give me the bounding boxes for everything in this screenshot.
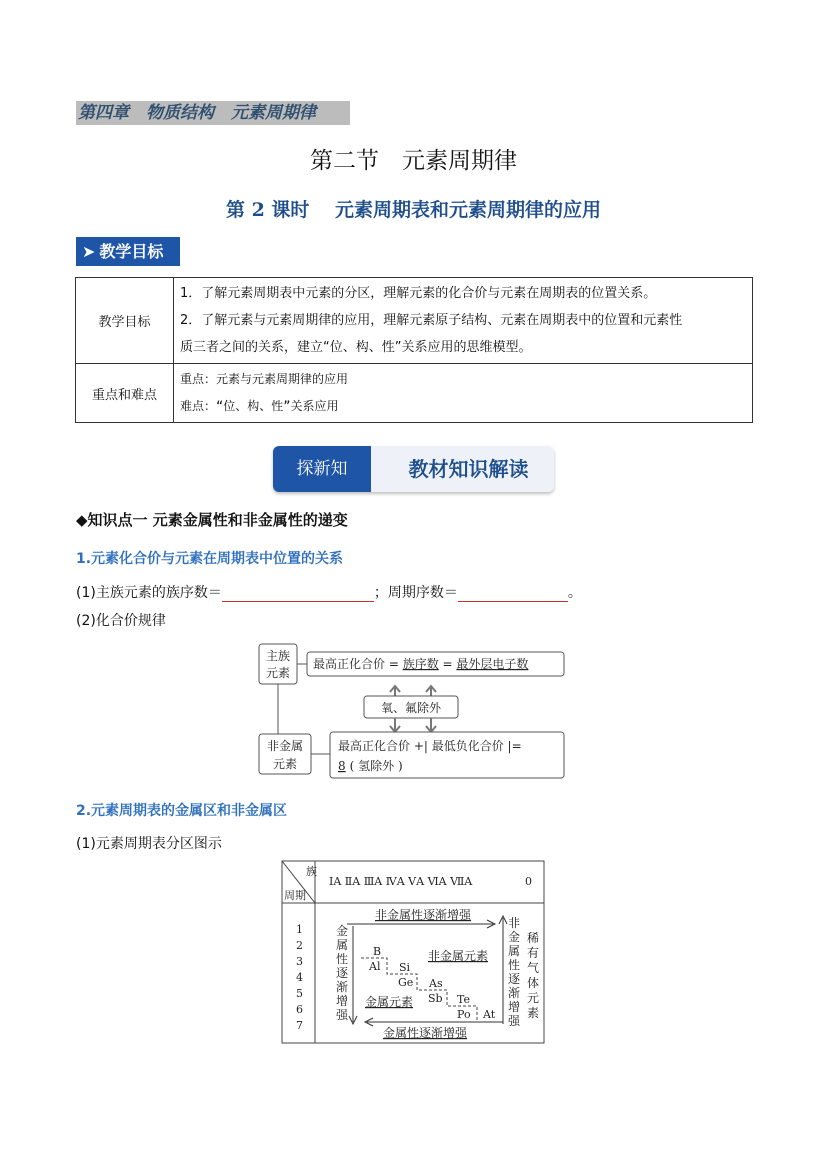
svg-text:Sb: Sb	[428, 992, 443, 1005]
svg-text:3: 3	[296, 955, 303, 968]
svg-text:逐: 逐	[336, 966, 349, 980]
goals-table	[75, 277, 753, 423]
goal-line-1: 1．了解元素周期表中元素的分区，理解元素的化合价与元素在周期表的位置关系。	[180, 286, 657, 301]
rule1-text: 最高正化合价 = 族序数 = 最外层电子数	[313, 657, 529, 671]
fill-in-text-b: ；周期序数＝	[373, 585, 458, 601]
main-group-text-1: 主族	[265, 649, 291, 663]
svg-text:非: 非	[508, 916, 521, 930]
top-arrow-label: 非金属性逐渐增强	[375, 908, 472, 922]
difficult-point-line: 难点：“位、构、性”关系应用	[180, 399, 339, 413]
objectives-tag	[76, 237, 180, 266]
svg-text:Al: Al	[369, 960, 381, 973]
goals-row1-body	[174, 278, 753, 364]
svg-text:属: 属	[508, 944, 521, 958]
svg-text:增: 增	[508, 1000, 521, 1014]
objectives-tag-label: 教学目标	[99, 242, 164, 261]
fill-in-text-a: (1)主族元素的族序数＝	[76, 585, 222, 601]
down-arrows-icon	[390, 718, 436, 732]
svg-text:素: 素	[527, 1006, 540, 1020]
bottom-arrow-label: 金属性逐渐增强	[383, 1026, 468, 1040]
svg-text:Ge: Ge	[398, 976, 414, 989]
subsection-2-heading: 2.元素周期表的金属区和非金属区	[76, 803, 288, 819]
valence-rule-label: (2)化合价规律	[76, 613, 166, 629]
banner-left: 探新知	[273, 446, 371, 492]
svg-text:元: 元	[527, 991, 540, 1005]
svg-text:金: 金	[336, 924, 349, 938]
lesson-title: 第 2 课时 元素周期表和元素周期律的应用	[225, 199, 602, 221]
svg-text:渐: 渐	[508, 986, 521, 1000]
subsection-1-heading: 1.元素化合价与元素在周期表中位置的关系	[76, 551, 344, 567]
svg-text:属: 属	[336, 938, 349, 952]
metal-region-label: 金属元素	[365, 995, 414, 1009]
svg-text:4: 4	[296, 971, 303, 984]
goal-line-3: 质三者之间的关系，建立“位、构、性”关系应用的思维模型。	[180, 340, 532, 355]
svg-text:Si: Si	[399, 961, 411, 974]
svg-text:5: 5	[296, 987, 303, 1000]
svg-text:7: 7	[296, 1019, 303, 1032]
blank-period-number[interactable]	[458, 585, 568, 602]
svg-text:6: 6	[296, 1003, 303, 1016]
svg-text:金: 金	[508, 930, 521, 944]
exception-text: 氧、氟除外	[380, 701, 442, 715]
svg-text:1: 1	[296, 923, 303, 936]
chapter-band: 第四章 物质结构 元素周期律	[76, 101, 350, 125]
section-banner	[273, 446, 554, 492]
nonmetal-text-2: 元素	[272, 757, 298, 771]
group-headers: ⅠA ⅡA ⅢA ⅣA ⅤA ⅥA ⅦA	[329, 875, 473, 888]
right-vertical-label	[508, 915, 521, 1028]
partition-frame	[282, 861, 544, 1043]
svg-text:强: 强	[508, 1014, 521, 1028]
goals-row1-head: 教学目标	[76, 278, 174, 364]
periodic-partition-diagram	[281, 860, 546, 1045]
svg-text:渐: 渐	[336, 980, 349, 994]
goal-line-2: 2．了解元素与元素周期律的应用，理解元素原子结构、元素在周期表中的位置和元素性	[180, 313, 683, 328]
group-zero: 0	[525, 875, 532, 888]
rule2-line2: 8 ( 氢除外 )	[338, 759, 403, 773]
svg-text:稀: 稀	[527, 931, 540, 945]
knowledge-point-heading: ◆知识点一 元素金属性和非金属性的递变	[76, 511, 348, 529]
svg-text:2: 2	[296, 939, 303, 952]
corner-period: 周期	[284, 889, 306, 902]
goals-row2-head: 重点和难点	[76, 364, 174, 423]
svg-text:逐: 逐	[508, 972, 521, 986]
banner-right: 教材知识解读	[371, 446, 554, 492]
nonmetal-text-1: 非金属	[266, 739, 304, 753]
svg-text:性: 性	[508, 958, 521, 972]
svg-text:Te: Te	[457, 993, 470, 1006]
svg-text:As: As	[429, 977, 443, 990]
blank-group-number[interactable]	[222, 585, 374, 602]
rule2-line1: 最高正化合价 +| 最低负化合价 |=	[338, 739, 522, 753]
svg-text:Po: Po	[457, 1008, 471, 1021]
main-group-text-2: 元素	[265, 666, 291, 680]
svg-text:气: 气	[527, 961, 540, 975]
svg-text:At: At	[483, 1008, 496, 1021]
arrow-icon: ➤	[82, 242, 96, 261]
corner-group: 族	[306, 865, 317, 878]
valence-rule-diagram	[256, 640, 568, 782]
left-vertical-label	[336, 923, 349, 1022]
svg-text:强: 强	[336, 1008, 349, 1022]
svg-text:有: 有	[527, 946, 540, 960]
svg-text:B: B	[373, 945, 382, 958]
svg-text:性: 性	[336, 952, 349, 966]
period-numbers	[296, 923, 303, 1032]
goals-row2-body	[174, 364, 753, 423]
svg-text:增: 增	[336, 994, 349, 1008]
fill-in-text-c: 。	[567, 585, 582, 601]
partition-diagram-label: (1)元素周期表分区图示	[76, 836, 222, 852]
nonmetal-region-label: 非金属元素	[428, 949, 489, 963]
key-point-line: 重点：元素与元素周期律的应用	[180, 372, 349, 386]
fill-in-line	[76, 582, 582, 602]
section-title: 第二节 元素周期律	[310, 148, 517, 174]
svg-text:体: 体	[527, 976, 540, 990]
